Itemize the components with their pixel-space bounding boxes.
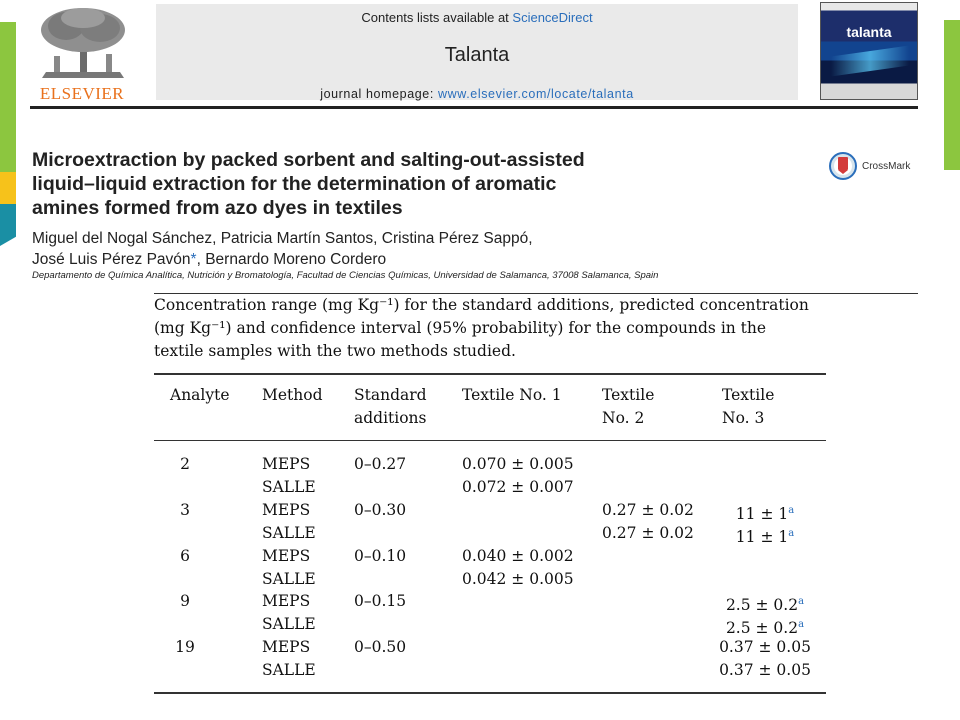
cell-standard-additions xyxy=(354,545,406,568)
contents-line xyxy=(156,10,798,25)
cell-textile-2-text: 0.27 ± 0.02 xyxy=(602,523,694,542)
header-textile-1 xyxy=(462,384,562,407)
caption-line-1: Concentration range (mg Kg⁻¹) for the standard additions, predicted concentration xyxy=(154,296,809,314)
crossmark-badge[interactable] xyxy=(826,152,910,180)
header-standard-line-1: Standard xyxy=(354,386,427,404)
cell-textile-3-text: 2.5 ± 0.2 xyxy=(725,619,799,638)
last-author: , Bernardo Moreno Cordero xyxy=(196,251,387,268)
cell-method xyxy=(262,476,316,499)
cell-method xyxy=(262,545,310,568)
cell-analyte-text: 3 xyxy=(180,500,190,519)
elsevier-logo xyxy=(30,4,134,103)
cell-textile-3-text: 0.37 ± 0.05 xyxy=(719,661,811,680)
cell-analyte xyxy=(166,590,204,613)
crossmark-icon xyxy=(826,152,860,180)
right-green-bar xyxy=(944,20,960,170)
cell-method-text: MEPS xyxy=(262,500,311,519)
sciencedirect-link[interactable]: ScienceDirect xyxy=(512,10,593,25)
cell-textile-3 xyxy=(706,636,824,659)
cell-method-text: SALLE xyxy=(262,523,316,542)
cell-method xyxy=(262,499,310,522)
journal-cover xyxy=(820,2,918,100)
affiliation: Departamento de Química Analítica, Nutrición y Bromatología, Facultad de Ciencias Químicas, Universidad de Salamanca, 37008 Salamanca, Spain xyxy=(32,270,659,281)
cell-textile-3 xyxy=(706,659,824,682)
cell-method-text: SALLE xyxy=(262,569,316,588)
cell-standard-additions-text: 0–0.30 xyxy=(354,500,407,519)
cell-method-text: MEPS xyxy=(262,638,311,657)
corresponding-star[interactable]: * xyxy=(190,251,197,268)
header-divider xyxy=(30,106,918,109)
header-textile-3 xyxy=(722,384,774,430)
table-caption xyxy=(154,294,824,363)
cell-standard-additions-text: 0–0.10 xyxy=(354,546,407,565)
header-textile-2 xyxy=(602,384,654,430)
title-line-3: amines formed from azo dyes in textiles xyxy=(32,197,403,219)
header-textile-1-line: Textile No. 1 xyxy=(462,386,562,404)
footnote-marker[interactable]: a xyxy=(798,596,805,608)
left-green-bar xyxy=(0,22,16,172)
cell-textile-3-text: 2.5 ± 0.2 xyxy=(725,596,799,615)
crossmark-label: CrossMark xyxy=(862,160,911,172)
publisher-name: ELSEVIER xyxy=(39,84,125,103)
header-analyte xyxy=(170,384,230,407)
caption-line-2: (mg Kg⁻¹) and confidence interval (95% probability) for the compounds in the xyxy=(154,319,767,337)
cover-graphic xyxy=(831,46,909,77)
cell-textile-1-text: 0.072 ± 0.007 xyxy=(462,477,574,496)
cell-method-text: MEPS xyxy=(262,455,311,473)
cell-analyte xyxy=(166,499,204,522)
cell-analyte xyxy=(166,545,204,568)
header-standard-line-2: additions xyxy=(354,409,427,427)
header-textile-3-line-2: No. 3 xyxy=(722,409,765,427)
cell-standard-additions xyxy=(354,453,406,476)
header-analyte-line: Analyte xyxy=(170,386,230,404)
footnote-marker[interactable]: a xyxy=(788,527,795,539)
table-top-rule xyxy=(154,373,826,375)
cell-textile-3-text: 0.37 ± 0.05 xyxy=(719,638,811,657)
cell-standard-additions xyxy=(354,590,406,613)
authors-line-1: Miguel del Nogal Sánchez, Patricia Martín Santos, Cristina Pérez Sappó, xyxy=(32,230,533,247)
title-line-1: Microextraction by packed sorbent and salting-out-assisted xyxy=(32,149,585,171)
corresponding-author: José Luis Pérez Pavón xyxy=(32,251,191,268)
journal-title: Talanta xyxy=(444,44,510,66)
journal-banner xyxy=(156,4,798,100)
cell-method xyxy=(262,522,316,545)
article-title xyxy=(32,148,732,220)
cell-method-text: MEPS xyxy=(262,592,311,611)
cell-analyte-text: 9 xyxy=(180,592,190,611)
cell-method-text: MEPS xyxy=(262,546,311,565)
homepage-prefix: journal homepage: xyxy=(320,87,439,101)
cell-textile-3-text: 11 ± 1 xyxy=(735,527,789,546)
author-list xyxy=(32,228,732,270)
cell-textile-1 xyxy=(462,476,574,499)
cell-textile-2 xyxy=(602,522,694,545)
cell-method xyxy=(262,453,310,476)
cell-method xyxy=(262,636,310,659)
homepage-link[interactable]: www.elsevier.com/locate/talanta xyxy=(438,87,634,101)
left-yellow-bar xyxy=(0,172,16,204)
table-header-rule xyxy=(154,440,826,441)
cell-method xyxy=(262,613,316,636)
cell-textile-2 xyxy=(602,499,694,522)
homepage-line xyxy=(156,87,798,101)
footnote-marker[interactable]: a xyxy=(788,504,795,516)
cell-textile-1-text: 0.070 ± 0.005 xyxy=(462,455,574,473)
left-teal-bar xyxy=(0,204,16,246)
elsevier-tree-icon xyxy=(36,6,130,82)
title-line-2: liquid–liquid extraction for the determination of aromatic xyxy=(32,173,557,195)
header-textile-2-line-1: Textile xyxy=(602,386,655,404)
contents-prefix: Contents lists available at xyxy=(361,10,513,25)
cell-standard-additions-text: 0–0.15 xyxy=(354,592,407,611)
cell-analyte xyxy=(166,636,204,659)
cell-standard-additions xyxy=(354,499,406,522)
cover-title: talanta xyxy=(846,24,892,40)
cell-method xyxy=(262,659,316,682)
header-standard-additions xyxy=(354,384,427,430)
cell-analyte-text: 19 xyxy=(175,638,195,657)
footnote-marker[interactable]: a xyxy=(798,619,805,631)
cell-method-text: SALLE xyxy=(262,661,316,680)
cell-textile-1-text: 0.042 ± 0.005 xyxy=(462,569,574,588)
cell-textile-3 xyxy=(706,522,824,549)
cell-textile-3-text: 11 ± 1 xyxy=(735,504,789,523)
cell-textile-1 xyxy=(462,568,574,591)
cell-textile-1 xyxy=(462,545,574,568)
cell-standard-additions-text: 0–0.50 xyxy=(354,638,407,657)
cell-textile-1 xyxy=(462,453,574,476)
cell-method-text: SALLE xyxy=(262,615,316,634)
header-textile-2-line-2: No. 2 xyxy=(602,409,645,427)
cell-method xyxy=(262,568,316,591)
cell-textile-2-text: 0.27 ± 0.02 xyxy=(602,500,694,519)
cell-standard-additions-text: 0–0.27 xyxy=(354,455,407,473)
cell-analyte-text: 2 xyxy=(180,455,190,473)
header-textile-3-line-1: Textile xyxy=(722,386,775,404)
cell-textile-1-text: 0.040 ± 0.002 xyxy=(462,546,574,565)
cell-analyte xyxy=(166,453,204,476)
cell-standard-additions xyxy=(354,636,406,659)
header-method-line: Method xyxy=(262,386,323,404)
cell-analyte-text: 6 xyxy=(180,546,190,565)
table-bottom-rule xyxy=(154,692,826,694)
cell-method-text: SALLE xyxy=(262,477,316,496)
header-method xyxy=(262,384,323,407)
caption-line-3: textile samples with the two methods studied. xyxy=(154,342,516,360)
authors-line-2 xyxy=(32,249,732,270)
cell-method xyxy=(262,590,310,613)
